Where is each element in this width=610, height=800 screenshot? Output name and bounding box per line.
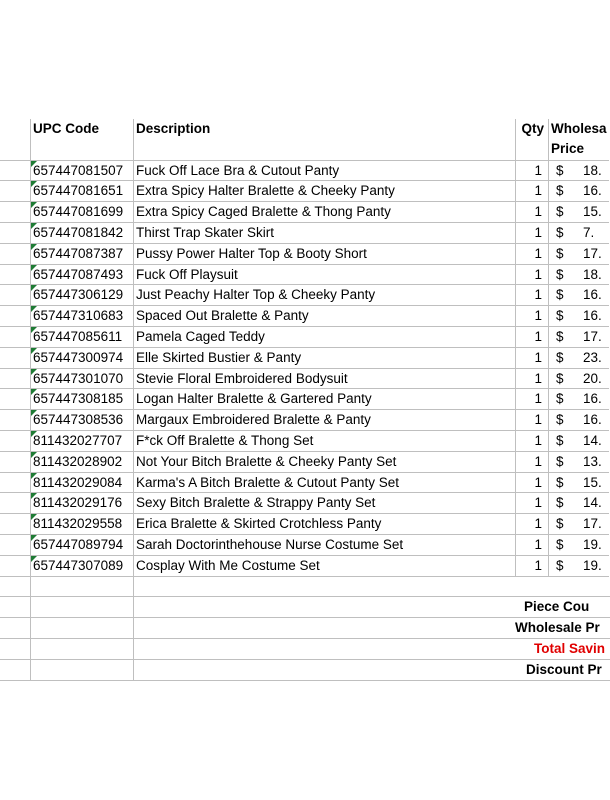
row-header-cell[interactable] [0,348,31,369]
error-indicator-icon [31,514,37,520]
error-indicator-icon [31,327,37,333]
price-value: 16. [583,308,602,324]
table-row [0,431,600,452]
price-value: 17. [583,245,602,261]
qty-cell[interactable]: 1 [516,202,549,223]
description-cell[interactable]: Elle Skirted Bustier & Panty [134,348,516,369]
summary-blank-cell[interactable] [0,660,31,681]
upc-value: 657447081651 [33,183,124,199]
wholesale-price-cell[interactable] [549,514,609,535]
description-cell[interactable]: Logan Halter Bralette & Gartered Panty [134,389,516,410]
description-cell[interactable]: Extra Spicy Halter Bralette & Cheeky Panty [134,181,516,202]
table-row [0,327,600,348]
error-indicator-icon [31,369,37,375]
table-row [0,493,600,514]
description-cell[interactable]: Pussy Power Halter Top & Booty Short [134,244,516,265]
description-cell[interactable]: Erica Bralette & Skirted Crotchless Panty [134,514,516,535]
currency-symbol: $ [556,474,564,490]
upc-cell[interactable] [31,202,134,223]
summary-label: Piece Cou [524,599,590,615]
price-value: 7. [583,224,595,240]
upc-cell[interactable] [31,348,134,369]
qty-cell[interactable]: 1 [516,161,549,182]
error-indicator-icon [31,285,37,291]
table-row [0,244,600,265]
qty-cell[interactable]: 1 [516,306,549,327]
summary-section [0,597,606,680]
error-indicator-icon [31,473,37,479]
wholesale-price-cell[interactable] [549,452,609,473]
wholesale-price-cell[interactable] [549,556,609,577]
error-indicator-icon [31,389,37,395]
price-value: 16. [583,391,602,407]
upc-value: 657447301070 [33,370,124,386]
price-value: 16. [583,183,602,199]
upc-cell[interactable] [31,161,134,182]
wholesale-price-cell[interactable] [549,410,609,431]
row-header-cell[interactable] [0,202,31,223]
upc-value: 657447300974 [33,349,124,365]
column-header-description[interactable]: Description [134,119,516,161]
summary-row [0,618,600,639]
description-cell[interactable]: Just Peachy Halter Top & Cheeky Panty [134,285,516,306]
table-row [0,389,600,410]
wholesale-price-cell[interactable] [549,493,609,514]
currency-symbol: $ [556,308,564,324]
price-value: 15. [583,204,602,220]
summary-row [0,597,600,618]
table-row [0,265,600,286]
description-cell[interactable]: Margaux Embroidered Bralette & Panty [134,410,516,431]
upc-value: 657447307089 [33,557,124,573]
upc-cell[interactable] [31,431,134,452]
upc-value: 657447081699 [33,204,124,220]
error-indicator-icon [31,223,37,229]
row-header-cell[interactable] [0,161,31,182]
currency-symbol: $ [556,536,564,552]
upc-cell[interactable] [31,535,134,556]
table-row [0,452,600,473]
wholesale-price-cell[interactable] [549,244,609,265]
price-value: 18. [583,266,602,282]
upc-cell[interactable] [31,556,134,577]
upc-cell[interactable] [31,452,134,473]
error-indicator-icon [31,535,37,541]
upc-value: 657447308536 [33,412,124,428]
table-row [0,410,600,431]
table-row [0,514,600,535]
wholesale-price-cell[interactable] [549,265,609,286]
table-row [0,369,600,390]
upc-cell[interactable] [31,181,134,202]
row-header-cell[interactable] [0,389,31,410]
description-cell[interactable]: Fuck Off Playsuit [134,265,516,286]
price-value: 18. [583,162,602,178]
upc-value: 811432029176 [33,495,123,511]
wholesale-price-cell[interactable] [549,431,609,452]
table-row [0,556,600,577]
blank-row [0,577,600,598]
summary-label: Wholesale Pr [515,620,600,636]
upc-cell[interactable] [31,473,134,494]
currency-symbol: $ [556,495,564,511]
upc-value: 657447089794 [33,536,124,552]
wholesale-price-cell[interactable] [549,348,609,369]
price-value: 19. [583,536,602,552]
upc-cell[interactable] [31,410,134,431]
summary-row [0,639,606,660]
currency-symbol: $ [556,183,564,199]
table-row [0,285,600,306]
currency-symbol: $ [556,245,564,261]
row-header-cell[interactable] [0,535,31,556]
currency-symbol: $ [556,204,564,220]
price-value: 16. [583,287,602,303]
row-header-cell[interactable] [0,410,31,431]
wholesale-price-cell[interactable] [549,327,609,348]
wholesale-header-line1: Wholesa [551,121,607,136]
summary-blank-cell[interactable] [31,618,134,639]
currency-symbol: $ [556,349,564,365]
wholesale-price-cell[interactable] [549,535,609,556]
summary-blank-cell[interactable] [31,639,134,660]
spreadsheet-grid[interactable] [0,119,607,681]
qty-cell[interactable]: 1 [516,389,549,410]
currency-symbol: $ [556,516,564,532]
summary-label-cell[interactable] [400,639,610,660]
currency-symbol: $ [556,162,564,178]
wholesale-price-cell[interactable] [549,369,609,390]
row-header-cell[interactable] [0,473,31,494]
upc-cell[interactable] [31,306,134,327]
price-value: 14. [583,432,602,448]
qty-cell[interactable]: 1 [516,348,549,369]
summary-blank-cell[interactable] [0,618,31,639]
row-header-cell[interactable] [0,306,31,327]
description-cell[interactable]: Thirst Trap Skater Skirt [134,223,516,244]
row-header-cell[interactable] [0,244,31,265]
qty-cell[interactable]: 1 [516,473,549,494]
column-header-qty[interactable]: Qty [516,119,549,161]
price-value: 17. [583,516,602,532]
upc-value: 657447306129 [33,287,124,303]
upc-value: 657447087387 [33,245,124,261]
wholesale-price-cell[interactable] [549,202,609,223]
description-cell[interactable]: Extra Spicy Caged Bralette & Thong Panty [134,202,516,223]
qty-cell[interactable]: 1 [516,244,549,265]
wholesale-header-line2: Price [551,141,585,156]
column-header-wholesale-price[interactable] [549,119,609,161]
summary-label-cell[interactable] [400,618,610,639]
qty-cell[interactable]: 1 [516,285,549,306]
description-cell[interactable]: Sarah Doctorinthehouse Nurse Costume Set [134,535,516,556]
summary-label-cell[interactable] [400,660,610,681]
row-header-cell[interactable] [0,265,31,286]
upc-value: 657447081507 [33,162,124,178]
blank-cell[interactable] [31,577,134,598]
price-value: 13. [583,453,602,469]
upc-cell[interactable] [31,389,134,410]
currency-symbol: $ [556,557,564,573]
price-value: 19. [583,557,602,573]
column-header-upc[interactable]: UPC Code [31,119,134,161]
row-header-cell[interactable] [0,431,31,452]
currency-symbol: $ [556,328,564,344]
table-row [0,535,600,556]
error-indicator-icon [31,202,37,208]
price-value: 15. [583,474,602,490]
wholesale-price-cell[interactable] [549,389,609,410]
description-cell[interactable]: Stevie Floral Embroidered Bodysuit [134,369,516,390]
summary-label: Total Savin [534,640,606,656]
table-row [0,202,600,223]
table-row [0,181,600,202]
price-value: 16. [583,412,602,428]
upc-cell[interactable] [31,265,134,286]
upc-value: 811432028902 [33,453,123,469]
upc-value: 657447087493 [33,266,124,282]
upc-value: 811432029558 [33,516,123,532]
currency-symbol: $ [556,391,564,407]
upc-value: 657447081842 [33,224,124,240]
description-cell[interactable]: Cosplay With Me Costume Set [134,556,516,577]
upc-cell[interactable] [31,223,134,244]
wholesale-price-cell[interactable] [549,161,609,182]
description-cell[interactable]: Not Your Bitch Bralette & Cheeky Panty Set [134,452,516,473]
row-header-cell[interactable] [0,556,31,577]
qty-cell[interactable]: 1 [516,223,549,244]
data-rows [0,161,600,577]
upc-value: 657447085611 [33,328,123,344]
qty-cell[interactable]: 1 [516,327,549,348]
description-cell[interactable]: Fuck Off Lace Bra & Cutout Panty [134,161,516,182]
summary-row [0,660,600,681]
qty-cell[interactable]: 1 [516,410,549,431]
summary-label-cell[interactable] [400,597,610,618]
qty-cell[interactable]: 1 [516,514,549,535]
upc-cell[interactable] [31,514,134,535]
error-indicator-icon [31,410,37,416]
upc-cell[interactable] [31,327,134,348]
wholesale-price-cell[interactable] [549,181,609,202]
error-indicator-icon [31,181,37,187]
row-header-cell[interactable] [0,181,31,202]
blank-cell[interactable] [0,577,31,598]
currency-symbol: $ [556,432,564,448]
currency-symbol: $ [556,266,564,282]
row-header-cell[interactable] [0,285,31,306]
qty-cell[interactable]: 1 [516,265,549,286]
description-cell[interactable]: Spaced Out Bralette & Panty [134,306,516,327]
error-indicator-icon [31,556,37,562]
error-indicator-icon [31,244,37,250]
wholesale-price-cell[interactable] [549,223,609,244]
summary-blank-cell[interactable] [31,660,134,681]
table-row [0,306,600,327]
currency-symbol: $ [556,453,564,469]
row-header-cell[interactable] [0,223,31,244]
wholesale-price-cell[interactable] [549,473,609,494]
upc-cell[interactable] [31,369,134,390]
table-row [0,348,600,369]
error-indicator-icon [31,348,37,354]
table-row [0,223,600,244]
currency-symbol: $ [556,370,564,386]
currency-symbol: $ [556,412,564,428]
error-indicator-icon [31,161,37,167]
summary-blank-cell[interactable] [31,597,134,618]
qty-cell[interactable]: 1 [516,431,549,452]
currency-symbol: $ [556,224,564,240]
summary-blank-cell[interactable] [0,597,31,618]
wholesale-price-cell[interactable] [549,306,609,327]
price-value: 17. [583,328,602,344]
header-row [0,119,607,161]
price-value: 14. [583,495,602,511]
upc-cell[interactable] [31,493,134,514]
row-header-cell[interactable] [0,514,31,535]
error-indicator-icon [31,265,37,271]
qty-cell[interactable]: 1 [516,369,549,390]
summary-label: Discount Pr [526,661,602,677]
description-cell[interactable]: Karma's A Bitch Bralette & Cutout Panty Set [134,473,516,494]
qty-cell[interactable]: 1 [516,181,549,202]
upc-value: 657447308185 [33,391,124,407]
error-indicator-icon [31,431,37,437]
upc-value: 811432027707 [33,432,123,448]
row-header-cell[interactable] [0,493,31,514]
upc-cell[interactable] [31,244,134,265]
price-value: 23. [583,349,602,365]
blank-cell[interactable] [134,577,610,598]
table-row [0,473,600,494]
qty-cell[interactable]: 1 [516,535,549,556]
wholesale-price-cell[interactable] [549,285,609,306]
qty-cell[interactable]: 1 [516,452,549,473]
row-header-cell[interactable] [0,369,31,390]
row-header-cell[interactable] [0,327,31,348]
description-cell[interactable]: Sexy Bitch Bralette & Strappy Panty Set [134,493,516,514]
upc-value: 657447310683 [33,308,124,324]
price-value: 20. [583,370,602,386]
description-cell[interactable]: F*ck Off Bralette & Thong Set [134,431,516,452]
upc-value: 811432029084 [33,474,123,490]
error-indicator-icon [31,452,37,458]
summary-blank-cell[interactable] [0,639,31,660]
table-row [0,161,600,182]
error-indicator-icon [31,306,37,312]
qty-cell[interactable]: 1 [516,493,549,514]
currency-symbol: $ [556,287,564,303]
row-header-cell[interactable] [0,119,31,161]
upc-cell[interactable] [31,285,134,306]
error-indicator-icon [31,493,37,499]
description-cell[interactable]: Pamela Caged Teddy [134,327,516,348]
row-header-cell[interactable] [0,452,31,473]
qty-cell[interactable]: 1 [516,556,549,577]
